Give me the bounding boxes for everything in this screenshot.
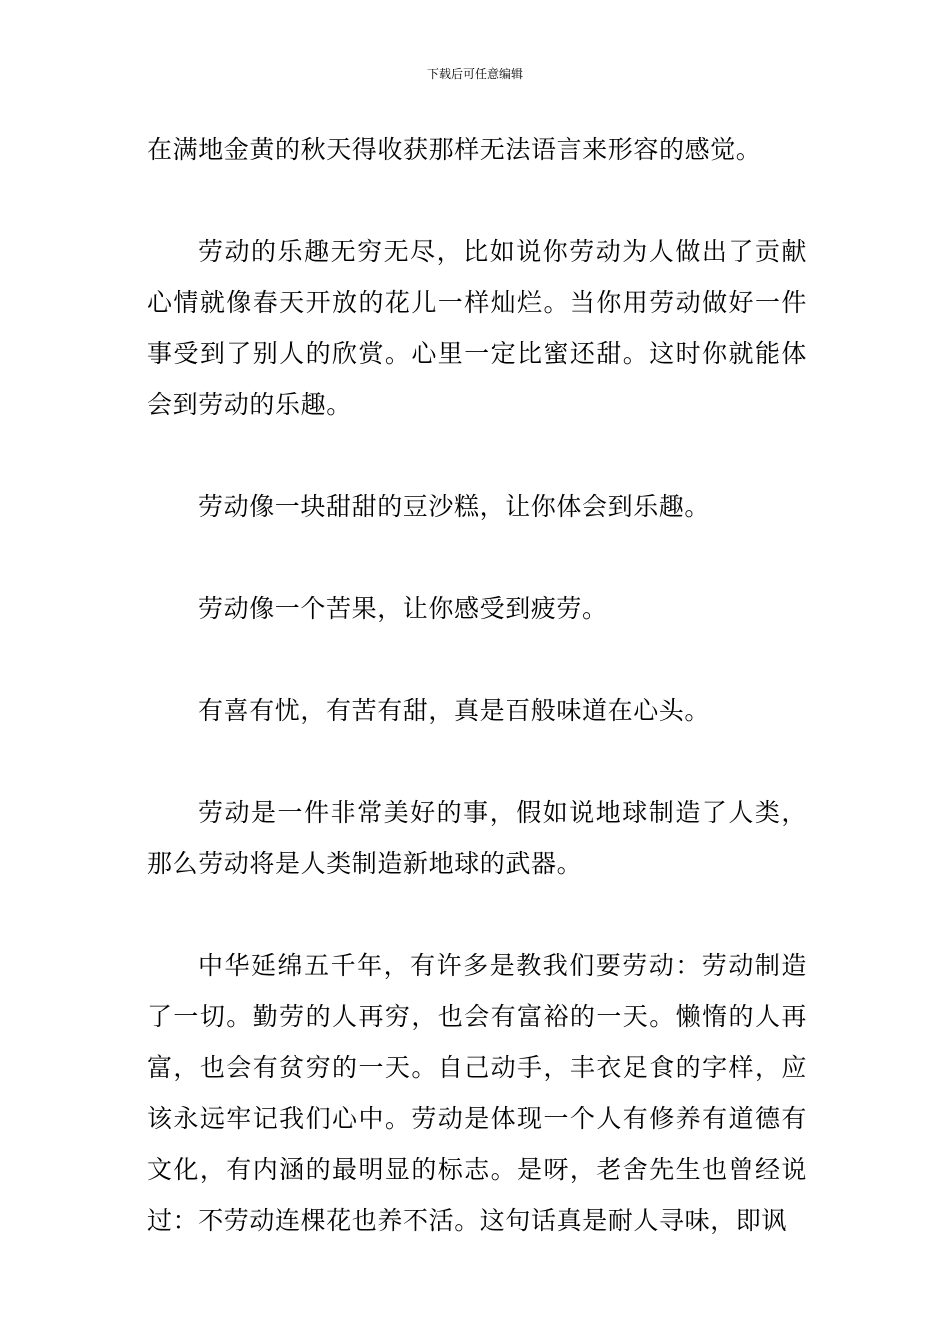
document-body [147,124,807,1246]
paragraph [147,940,807,1246]
paragraph [147,685,807,736]
text-line: 文化，有内涵的最明显的标志。是呀，老舍先生也曾经说 [147,1155,807,1184]
text-line: 中华延绵五千年，有许多是教我们要劳动：劳动制造 [198,951,807,980]
paragraph-gap [147,889,807,940]
text-line: 有喜有忧，有苦有甜，真是百般味道在心头。 [198,696,711,725]
text-line: 劳动像一个苦果，让你感受到疲劳。 [198,594,608,623]
paragraph-gap [147,175,807,226]
text-line: 会到劳动的乐趣。 [147,390,352,419]
paragraph [147,124,807,175]
text-line: 劳动像一块甜甜的豆沙糕，让你体会到乐趣。 [198,492,711,521]
text-line: 心情就像春天开放的花儿一样灿烂。当你用劳动做好一件 [147,288,807,317]
text-line: 劳动是一件非常美好的事，假如说地球制造了人类， [198,798,807,827]
text-line: 富，也会有贫穷的一天。自己动手，丰衣足食的字样，应 [147,1053,807,1082]
text-line: 那么劳动将是人类制造新地球的武器。 [147,849,583,878]
paragraph-gap [147,634,807,685]
page-header: 下载后可任意编辑 [426,67,523,81]
text-line: 了一切。勤劳的人再穷，也会有富裕的一天。懒惰的人再 [147,1002,807,1031]
text-line: 在满地金黄的秋天得收获那样无法语言来形容的感觉。 [147,135,762,164]
text-line: 该永远牢记我们心中。劳动是体现一个人有修养有道德有 [147,1104,807,1133]
paragraph [147,583,807,634]
text-line: 过：不劳动连棵花也养不活。这句话真是耐人寻味，即讽 [147,1206,788,1235]
paragraph [147,226,807,430]
text-line: 事受到了别人的欣赏。心里一定比蜜还甜。这时你就能体 [147,339,807,368]
paragraph-gap [147,532,807,583]
paragraph [147,481,807,532]
paragraph [147,787,807,889]
paragraph-gap [147,430,807,481]
paragraph-gap [147,736,807,787]
text-line: 劳动的乐趣无穷无尽，比如说你劳动为人做出了贡献 [198,237,807,266]
